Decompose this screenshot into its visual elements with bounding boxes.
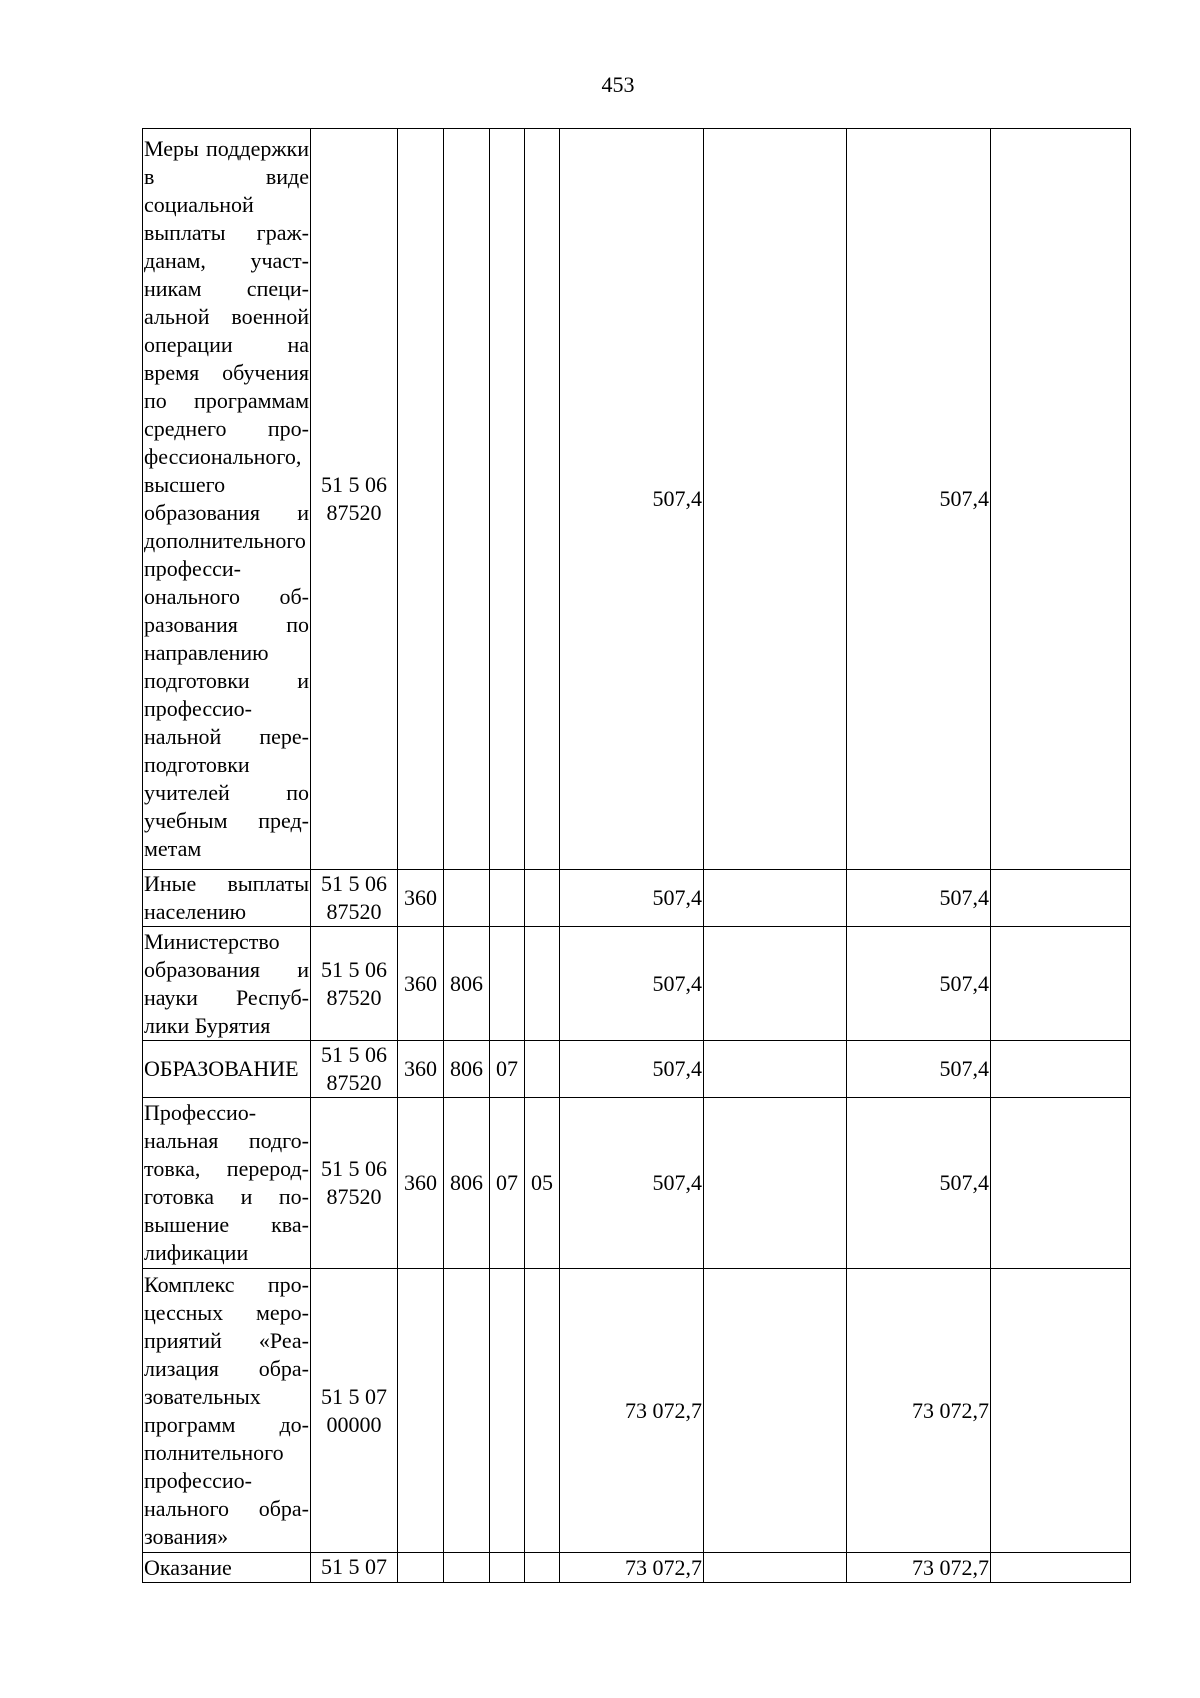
- row-name: Комплекс процессных мероприятий «Реализация образовательных программ дополнительного профессионального образования»: [143, 1269, 311, 1553]
- empty-amount-cell: [704, 129, 847, 870]
- expense-type-cell: 360: [398, 1098, 444, 1269]
- empty-amount-cell: [991, 1098, 1131, 1269]
- empty-amount-cell: [991, 1041, 1131, 1098]
- expense-type-cell: [398, 129, 444, 870]
- table-row: [143, 1041, 1131, 1098]
- target-article-code: [311, 927, 398, 1041]
- subsection-cell: [525, 1041, 560, 1098]
- empty-amount-cell: [704, 927, 847, 1041]
- subsection-cell: [525, 129, 560, 870]
- amount-cell: 507,4: [847, 129, 991, 870]
- row-name: Иные выплаты населению: [143, 870, 311, 927]
- section-cell: 07: [490, 1041, 525, 1098]
- amount-cell: 507,4: [847, 927, 991, 1041]
- code-part-2: 87520: [326, 984, 382, 1010]
- table-row: [143, 870, 1131, 927]
- empty-amount-cell: [991, 870, 1131, 927]
- section-cell: [490, 870, 525, 927]
- ministry-code-cell: 806: [444, 1098, 490, 1269]
- subsection-cell: [525, 1553, 560, 1583]
- code-part-1: 51 5 06: [321, 1156, 387, 1181]
- code-part-2: 00000: [326, 1411, 382, 1437]
- section-cell: 07: [490, 1098, 525, 1269]
- table-row: [143, 1098, 1131, 1269]
- table-row: [143, 1553, 1131, 1583]
- target-article-code: [311, 1553, 398, 1583]
- amount-cell: 73 072,7: [560, 1269, 704, 1553]
- ministry-code-cell: [444, 870, 490, 927]
- expense-type-cell: [398, 1553, 444, 1583]
- section-cell: [490, 927, 525, 1041]
- row-name: Министерство образования и науки Республики Бурятия: [143, 927, 311, 1041]
- target-article-code: [311, 1098, 398, 1269]
- ministry-code-cell: [444, 1269, 490, 1553]
- code-part-2: 87520: [326, 1184, 382, 1209]
- amount-cell: 73 072,7: [847, 1269, 991, 1553]
- page-number: 453: [601, 72, 635, 97]
- amount-cell: 507,4: [847, 1041, 991, 1098]
- empty-amount-cell: [991, 129, 1131, 870]
- section-cell: [490, 1269, 525, 1553]
- code-part-1: 51 5 07: [321, 1554, 387, 1579]
- empty-amount-cell: [704, 1041, 847, 1098]
- empty-amount-cell: [704, 870, 847, 927]
- code-part-2: 87520: [326, 1070, 382, 1095]
- code-part-1: 51 5 06: [321, 1042, 387, 1067]
- ministry-code-cell: 806: [444, 1041, 490, 1098]
- amount-cell: 507,4: [560, 927, 704, 1041]
- amount-cell: 73 072,7: [560, 1553, 704, 1583]
- amount-cell: 507,4: [560, 129, 704, 870]
- code-part-1: 51 5 06: [321, 956, 387, 982]
- amount-cell: 73 072,7: [847, 1553, 991, 1583]
- row-name: Меры поддержки в виде социальной выплаты гражданам, участникам специальной военной операции на время обучения по программам среднего профессионального, высшего образования и дополнительного профессионального образования по направлению подготовки и профессиональной переподготовки учителей по учебным предметам: [143, 129, 311, 870]
- code-part-2: 87520: [326, 500, 382, 525]
- ministry-code-cell: [444, 129, 490, 870]
- expense-type-cell: [398, 1269, 444, 1553]
- section-cell: [490, 129, 525, 870]
- table-row: [143, 927, 1131, 1041]
- amount-cell: 507,4: [560, 1098, 704, 1269]
- empty-amount-cell: [704, 1098, 847, 1269]
- target-article-code: [311, 129, 398, 870]
- row-name: ОБРАЗОВАНИЕ: [143, 1041, 311, 1098]
- ministry-code-cell: [444, 1553, 490, 1583]
- table-row: [143, 129, 1131, 870]
- amount-cell: 507,4: [560, 870, 704, 927]
- subsection-cell: [525, 870, 560, 927]
- target-article-code: [311, 870, 398, 927]
- amount-cell: 507,4: [847, 1098, 991, 1269]
- code-part-1: 51 5 06: [321, 472, 387, 497]
- amount-cell: 507,4: [560, 1041, 704, 1098]
- subsection-cell: 05: [525, 1098, 560, 1269]
- empty-amount-cell: [991, 927, 1131, 1041]
- empty-amount-cell: [991, 1269, 1131, 1553]
- expense-type-cell: 360: [398, 870, 444, 927]
- section-cell: [490, 1553, 525, 1583]
- subsection-cell: [525, 927, 560, 1041]
- ministry-code-cell: 806: [444, 927, 490, 1041]
- empty-amount-cell: [704, 1269, 847, 1553]
- target-article-code: [311, 1269, 398, 1553]
- empty-amount-cell: [991, 1553, 1131, 1583]
- code-part-1: 51 5 07: [321, 1383, 387, 1409]
- table-row: [143, 1269, 1131, 1553]
- expense-type-cell: 360: [398, 927, 444, 1041]
- amount-cell: 507,4: [847, 870, 991, 927]
- row-name: Профессиональная подготовка, переpодготовка и повышение квалификации: [143, 1098, 311, 1269]
- code-part-1: 51 5 06: [321, 871, 387, 896]
- row-name: Оказание: [143, 1553, 311, 1583]
- subsection-cell: [525, 1269, 560, 1553]
- expense-type-cell: 360: [398, 1041, 444, 1098]
- code-part-2: 87520: [326, 899, 382, 924]
- target-article-code: [311, 1041, 398, 1098]
- empty-amount-cell: [704, 1553, 847, 1583]
- budget-table: [142, 128, 1131, 1583]
